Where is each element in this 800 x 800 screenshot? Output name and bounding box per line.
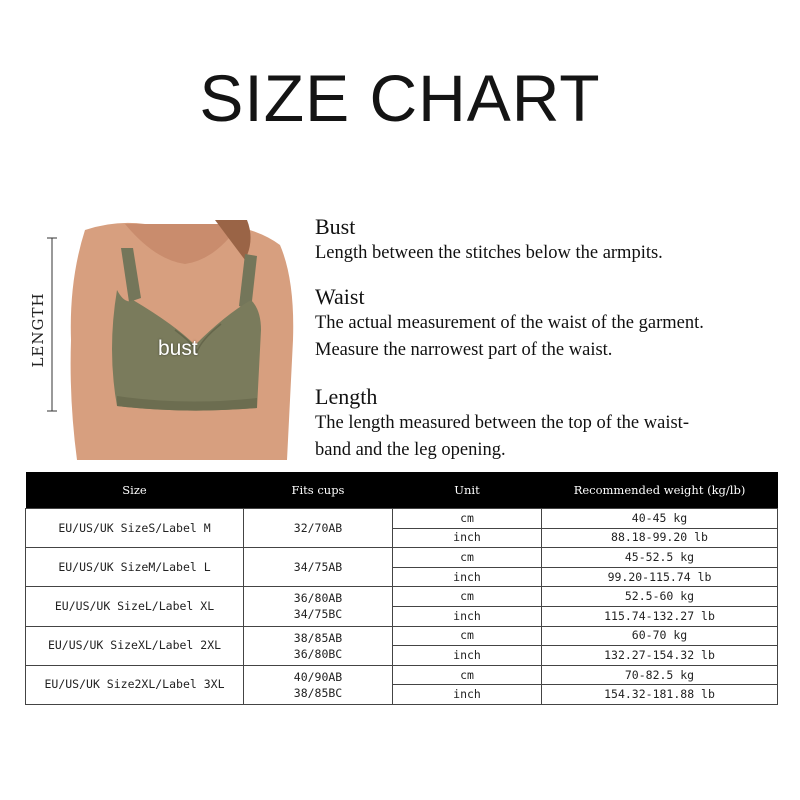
weight-cell: 60-70 kg [542, 626, 778, 646]
size-cell: EU/US/UK SizeL/Label XL [26, 587, 244, 626]
size-cell: EU/US/UK SizeS/Label M [26, 509, 244, 548]
unit-cell: cm [393, 587, 542, 607]
size-cell: EU/US/UK SizeM/Label L [26, 548, 244, 587]
size-cell: EU/US/UK SizeXL/Label 2XL [26, 626, 244, 665]
header-unit: Unit [393, 472, 542, 509]
cups-cell [244, 548, 393, 587]
weight-cell: 154.32-181.88 lb [542, 685, 778, 705]
cups-cell [244, 626, 393, 665]
waist-heading: Waist [315, 284, 365, 309]
cups-value: 34/75AB [293, 559, 343, 574]
length-ruler [45, 237, 59, 412]
unit-cell: inch [393, 528, 542, 548]
cups-value: 38/85AB [293, 630, 343, 645]
table-row [26, 587, 778, 607]
unit-cell: inch [393, 567, 542, 587]
cups-cell [244, 665, 393, 704]
unit-cell: cm [393, 665, 542, 685]
waist-description [315, 284, 785, 364]
header-weight: Recommended weight (kg/lb) [542, 472, 778, 509]
page-title: SIZE CHART [199, 61, 601, 135]
table-row [26, 626, 778, 646]
cups-cell [244, 587, 393, 626]
table-row [26, 548, 778, 568]
size-cell: EU/US/UK Size2XL/Label 3XL [26, 665, 244, 704]
waist-text-line1: The actual measurement of the waist of the garment. [315, 313, 704, 333]
unit-cell: inch [393, 685, 542, 705]
table-header-row [26, 472, 778, 509]
header-fits-cups: Fits cups [244, 472, 393, 509]
weight-cell: 99.20-115.74 lb [542, 567, 778, 587]
weight-cell: 45-52.5 kg [542, 548, 778, 568]
length-label: LENGTH [29, 292, 47, 368]
unit-cell: cm [393, 509, 542, 529]
table-row [26, 509, 778, 529]
weight-cell: 52.5-60 kg [542, 587, 778, 607]
length-text-line2: band and the leg opening. [315, 440, 506, 460]
cups-value: 34/75BC [293, 607, 343, 622]
length-description [315, 384, 785, 464]
bust-heading: Bust [315, 214, 356, 239]
cups-value: 40/90AB [293, 669, 343, 684]
cups-value: 36/80AB [293, 591, 343, 606]
cups-cell [244, 509, 393, 548]
weight-cell: 88.18-99.20 lb [542, 528, 778, 548]
bust-description [315, 214, 785, 267]
unit-cell: cm [393, 626, 542, 646]
size-table [25, 472, 778, 705]
unit-cell: inch [393, 646, 542, 666]
cups-value: 36/80BC [293, 646, 343, 661]
cups-value: 38/85BC [293, 685, 343, 700]
header-size: Size [26, 472, 244, 509]
table-row [26, 665, 778, 685]
unit-cell: inch [393, 606, 542, 626]
weight-cell: 115.74-132.27 lb [542, 606, 778, 626]
weight-cell: 70-82.5 kg [542, 665, 778, 685]
waist-text-line2: Measure the narrowest part of the waist. [315, 340, 613, 360]
length-heading: Length [315, 384, 378, 409]
cups-value: 32/70AB [293, 520, 343, 535]
weight-cell: 132.27-154.32 lb [542, 646, 778, 666]
length-text-line1: The length measured between the top of the waist- [315, 413, 689, 433]
bust-label: bust [158, 337, 198, 360]
bust-text: Length between the stitches below the armpits. [315, 243, 663, 263]
weight-cell: 40-45 kg [542, 509, 778, 529]
unit-cell: cm [393, 548, 542, 568]
